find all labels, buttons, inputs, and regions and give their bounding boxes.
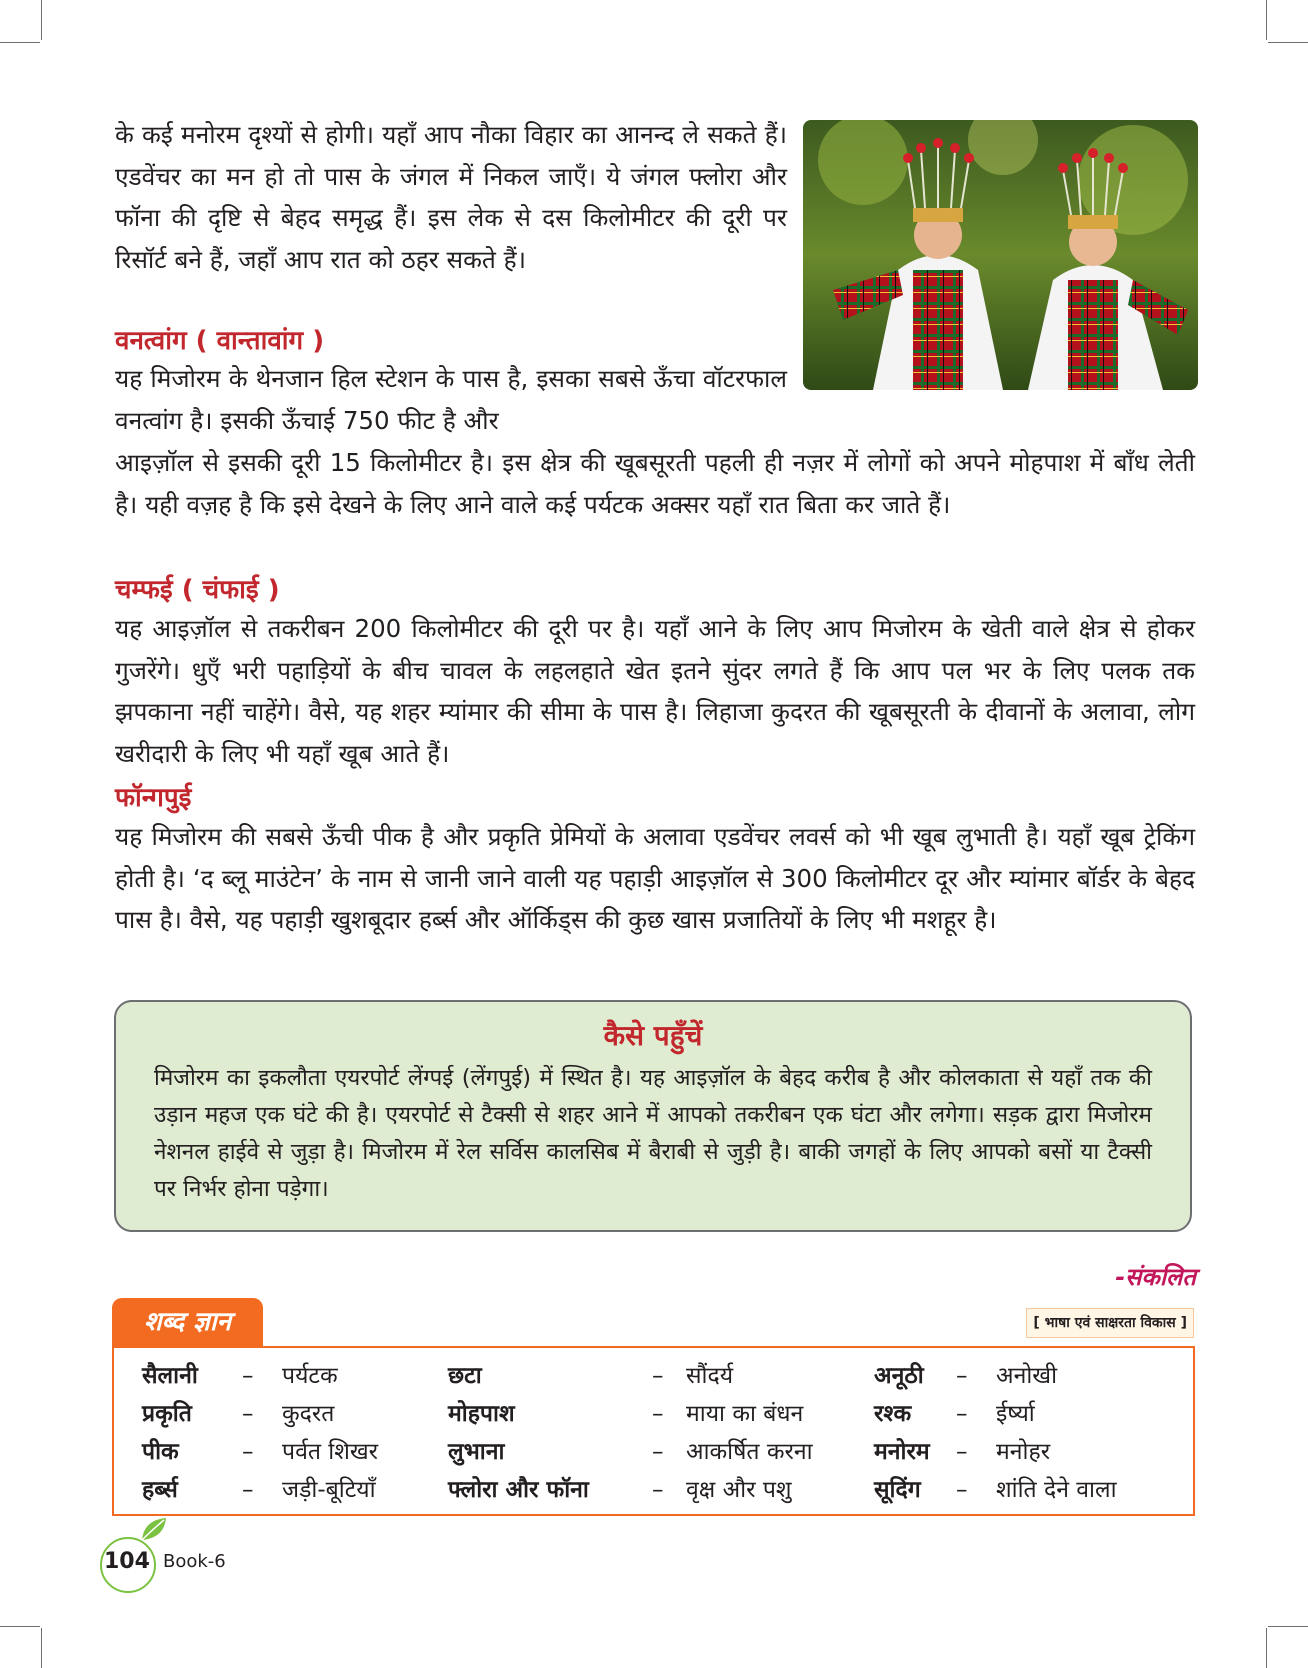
dancers-photo (803, 120, 1198, 390)
vocab-dash: – (242, 1401, 254, 1427)
vocab-word: मनोरम (874, 1439, 930, 1465)
leaf-icon (138, 1514, 178, 1544)
page-number: 104 (104, 1549, 150, 1574)
book-label: Book-6 (163, 1551, 226, 1572)
vocab-word: सैलानी (142, 1363, 198, 1389)
champhai-text: यह आइज़ॉल से तकरीबन 200 किलोमीटर की दूरी पर है। यहाँ आने के लिए आप मिजोरम के खेती वाले क्षेत्र से होकर गुजरेंगे। धुएँ भरी पहाड़ियों के बीच चावल के लहलहाते खेत इतने सुंदर लगते हैं कि आप पल भर के लिए पलक तक झपकाना नहीं चाहेंगे। वैसे, यह शहर म्यांमार की सीमा के पास है। लिहाजा कुदरत की खूबसूरती के दीवानों के अलावा, लोग खरीदारी के लिए भी यहाँ खूब आते हैं। (115, 614, 1195, 768)
crop-mark (41, 1628, 42, 1668)
heading-vantawng: वनत्वांग ( वान्तावांग ) (115, 326, 325, 356)
vocab-dash: – (242, 1439, 254, 1465)
vocab-dash: – (652, 1477, 664, 1503)
vocab-dash: – (956, 1477, 968, 1503)
vantawng-text-beside-photo: यह मिजोरम के थेनजान हिल स्टेशन के पास है, इसका सबसे ऊँचा वॉटरफाल वनत्वांग है। इसकी ऊँचाई 750 फीट है और (115, 364, 787, 435)
vocab-word: सूदिंग (874, 1477, 921, 1503)
vocab-word: फ्लोरा और फॉना (448, 1477, 589, 1503)
vocab-meaning: ईर्ष्या (996, 1401, 1035, 1427)
vocab-dash: – (956, 1401, 968, 1427)
vocab-dash: – (242, 1363, 254, 1389)
vocab-word: मोहपाश (448, 1401, 515, 1427)
vocab-dash: – (956, 1439, 968, 1465)
crop-mark (1266, 0, 1267, 40)
crop-mark (1268, 1626, 1308, 1627)
vocab-meaning: वृक्ष और पशु (686, 1477, 792, 1503)
how-to-reach-box (114, 1000, 1192, 1232)
vocab-word: लुभाना (448, 1439, 505, 1465)
intro-paragraph: के कई मनोरम दृश्यों से होगी। यहाँ आप नौका विहार का आनन्द ले सकते हैं। एडवेंचर का मन हो तो पास के जंगल में निकल जाएँ। ये जंगल फ्लोरा और फॉना की दृष्टि से बेहद समृद्ध हैं। इस लेक से दस किलोमीटर की दूरी पर रिसॉर्ट बने हैं, जहाँ आप रात को ठहर सकते हैं। (115, 120, 787, 274)
heading-phawngpui: फॉन्गपुई (115, 783, 192, 813)
vocab-word: प्रकृति (142, 1401, 192, 1427)
vocab-tag: [ भाषा एवं साक्षरता विकास ] (1026, 1308, 1194, 1338)
vocab-word: हर्ब्स (142, 1477, 178, 1503)
vocab-meaning: पर्यटक (282, 1363, 338, 1389)
vocab-meaning: माया का बंधन (686, 1401, 804, 1427)
vocab-dash: – (652, 1439, 664, 1465)
vocab-dash: – (652, 1363, 664, 1389)
vocab-word: अनूठी (874, 1363, 924, 1389)
vocab-table (112, 1346, 1195, 1516)
vantawng-text: आइज़ॉल से इसकी दूरी 15 किलोमीटर है। इस क्षेत्र की खूबसूरती पहली ही नज़र में लोगों को अपने मोहपाश में बाँध लेती है। यही वज़ह है कि इसे देखने के लिए आने वाले कई पर्यटक अक्सर यहाँ रात बिता कर जाते हैं। (115, 448, 1195, 519)
vocab-dash: – (652, 1401, 664, 1427)
vocab-meaning: अनोखी (996, 1363, 1058, 1389)
crop-mark (41, 0, 42, 40)
vocab-meaning: पर्वत शिखर (282, 1439, 379, 1465)
vocab-word: छटा (448, 1363, 482, 1389)
vocab-meaning: आकर्षित करना (686, 1439, 813, 1465)
how-to-reach-title: कैसे पहुँचें (603, 1019, 703, 1052)
vocab-meaning: सौंदर्य (686, 1363, 734, 1389)
credit: -संकलित (1115, 1263, 1196, 1291)
crop-mark (1268, 42, 1308, 43)
vocab-meaning: कुदरत (282, 1401, 335, 1427)
vocab-word: रश्क (874, 1401, 912, 1427)
crop-mark (0, 42, 40, 43)
how-to-reach-text: मिजोरम का इकलौता एयरपोर्ट लेंग्पई (लेंगपुई) में स्थित है। यह आइज़ॉल के बेहद करीब है और कोलकाता से यहाँ तक की उड़ान महज एक घंटे की है। एयरपोर्ट से टैक्सी से शहर आने में आपको तकरीबन एक घंटा और लगेगा। सड़क द्वारा मिजोरम नेशनल हाईवे से जुड़ा है। मिजोरम में रेल सर्विस कालसिब में बैराबी से जुड़ी है। बाकी जगहों के लिए आपको बसों या टैक्सी पर निर्भर होना पड़ेगा। (154, 1065, 1152, 1202)
phawngpui-text: यह मिजोरम की सबसे ऊँची पीक है और प्रकृति प्रेमियों के अलावा एडवेंचर लवर्स को भी खूब लुभाती है। यहाँ खूब ट्रेकिंग होती है। ‘द ब्लू माउंटेन’ के नाम से जानी जाने वाली यह पहाड़ी आइज़ॉल से 300 किलोमीटर दूर और म्यांमार बॉर्डर के बेहद पास है। वैसे, यह पहाड़ी खुशबूदार हर्ब्स और ऑर्किड्स की कुछ खास प्रजातियों के लिए भी मशहूर है। (115, 822, 1195, 934)
vocab-dash: – (956, 1363, 968, 1389)
heading-champhai: चम्फई ( चंफाई ) (115, 575, 280, 605)
vocab-tab: शब्द ज्ञान (112, 1298, 263, 1346)
crop-mark (1266, 1628, 1267, 1668)
vocab-meaning: जड़ी-बूटियाँ (282, 1477, 376, 1503)
vocab-dash: – (242, 1477, 254, 1503)
vocab-meaning: मनोहर (996, 1439, 1051, 1465)
crop-mark (0, 1626, 40, 1627)
vocab-word: पीक (142, 1439, 179, 1465)
vocab-meaning: शांति देने वाला (996, 1477, 1117, 1503)
